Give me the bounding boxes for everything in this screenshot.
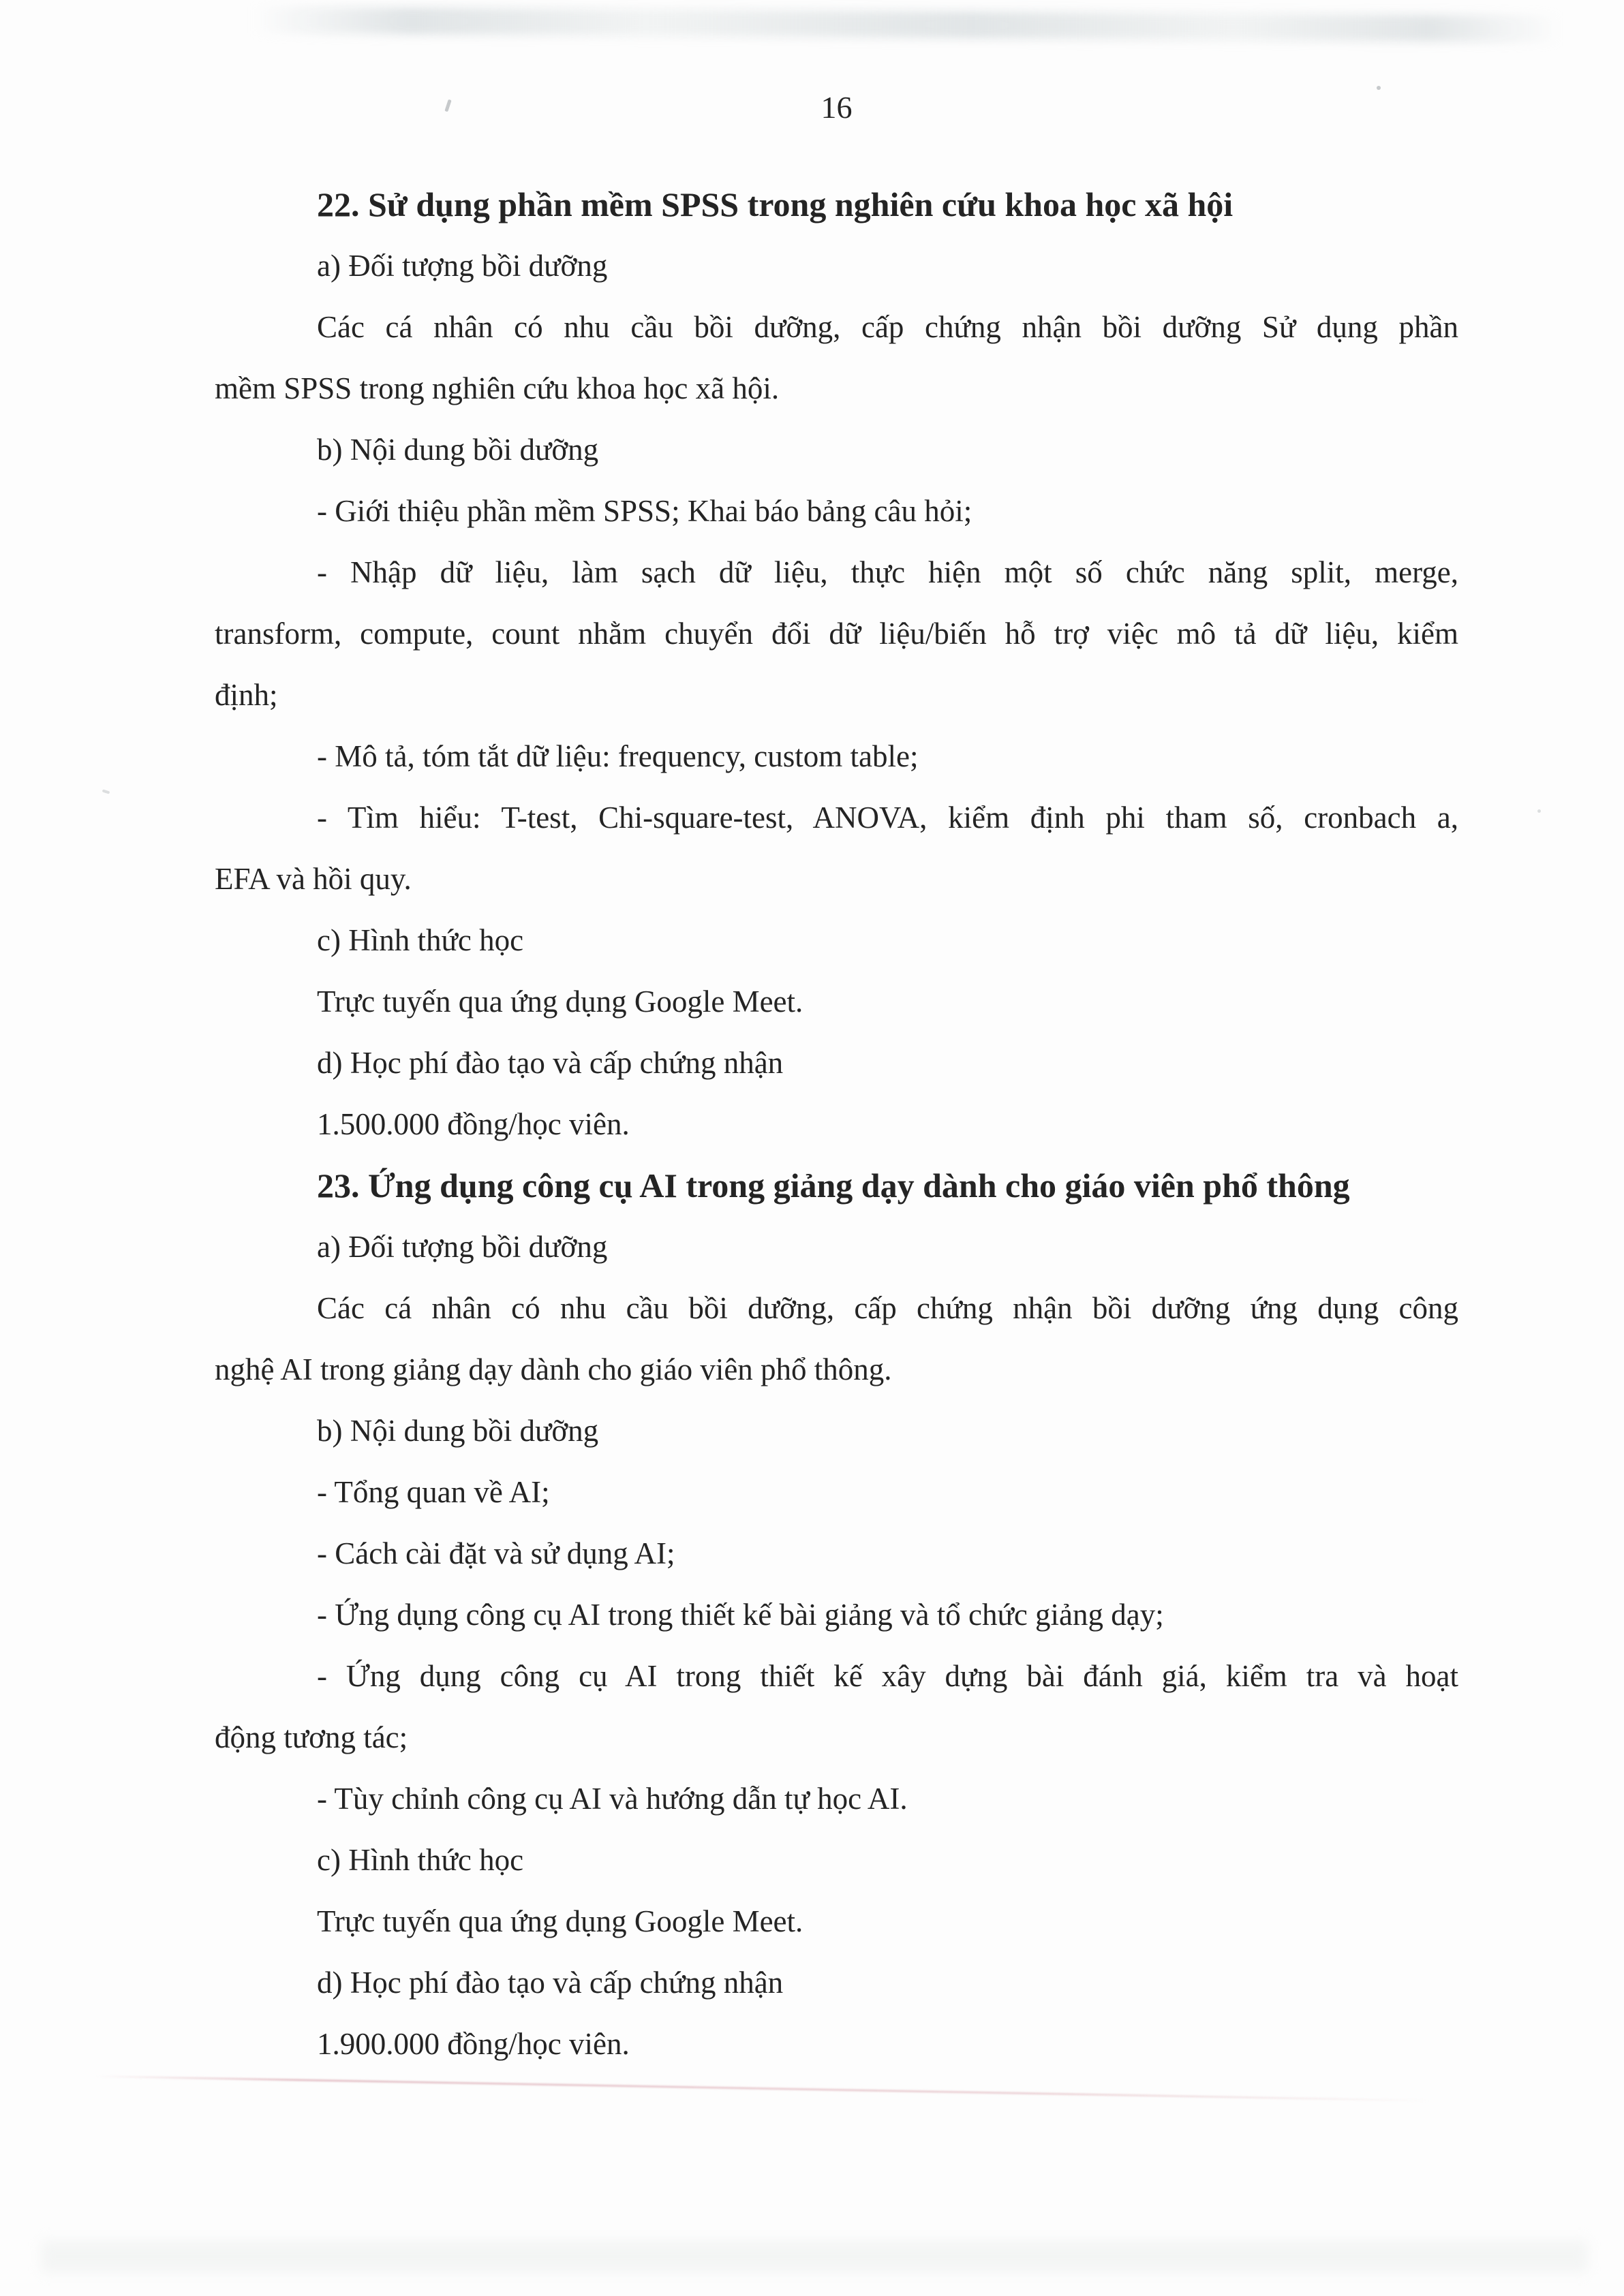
doc-line: c) Hình thức học (317, 1843, 524, 1877)
doc-line: Trực tuyến qua ứng dụng Google Meet. (317, 984, 803, 1019)
document-body (215, 174, 1458, 2075)
doc-line: transform, compute, count nhằm chuyển đổi dữ liệu/biến hỗ trợ việc mô tả dữ liệu, kiểm (215, 617, 1458, 651)
doc-line: - Tổng quan về AI; (317, 1475, 550, 1509)
doc-line: - Tùy chỉnh công cụ AI và hướng dẫn tự học AI. (317, 1782, 908, 1816)
section-23-heading: 23. Ứng dụng công cụ AI trong giảng dạy dành cho giáo viên phổ thông (317, 1166, 1350, 1205)
scan-line-pink (95, 2075, 1431, 2102)
doc-line: - Cách cài đặt và sử dụng AI; (317, 1536, 675, 1570)
doc-line: - Giới thiệu phần mềm SPSS; Khai báo bảng câu hỏi; (317, 494, 972, 528)
doc-line: động tương tác; (215, 1720, 408, 1754)
doc-line: - Mô tả, tóm tắt dữ liệu: frequency, custom table; (317, 739, 919, 773)
doc-line: Các cá nhân có nhu cầu bồi dưỡng, cấp chứng nhận bồi dưỡng Sử dụng phần (317, 310, 1458, 344)
doc-line: nghệ AI trong giảng dạy dành cho giáo viên phổ thông. (215, 1352, 892, 1386)
doc-line: c) Hình thức học (317, 923, 524, 957)
doc-line: 1.500.000 đồng/học viên. (317, 1107, 630, 1141)
doc-line: a) Đối tượng bồi dưỡng (317, 1230, 608, 1264)
scan-smudge-top (252, 6, 1561, 42)
scan-speck (1537, 809, 1541, 813)
doc-line: - Tìm hiểu: T-test, Chi-square-test, ANOVA, kiểm định phi tham số, cronbach a, (317, 801, 1458, 835)
scan-speck (1377, 86, 1381, 90)
doc-line: - Ứng dụng công cụ AI trong thiết kế bài giảng và tổ chức giảng dạy; (317, 1598, 1164, 1632)
doc-line: b) Nội dung bồi dưỡng (317, 1414, 599, 1448)
doc-line: a) Đối tượng bồi dưỡng (317, 249, 608, 283)
page-number: 16 (821, 90, 853, 125)
doc-line: 1.900.000 đồng/học viên. (317, 2027, 630, 2061)
doc-line: định; (215, 678, 278, 712)
doc-line: d) Học phí đào tạo và cấp chứng nhận (317, 1046, 784, 1080)
doc-line: mềm SPSS trong nghiên cứu khoa học xã hội. (215, 371, 780, 405)
doc-line: b) Nội dung bồi dưỡng (317, 433, 599, 467)
section-22-heading: 22. Sử dụng phần mềm SPSS trong nghiên cứu khoa học xã hội (317, 185, 1234, 223)
scan-smudge-bottom (41, 2240, 1588, 2273)
scan-speck (102, 789, 110, 794)
doc-line: d) Học phí đào tạo và cấp chứng nhận (317, 1966, 784, 2000)
doc-line: EFA và hồi quy. (215, 862, 412, 896)
doc-line: Trực tuyến qua ứng dụng Google Meet. (317, 1904, 803, 1938)
doc-line: Các cá nhân có nhu cầu bồi dưỡng, cấp chứng nhận bồi dưỡng ứng dụng công (317, 1291, 1458, 1325)
doc-line: - Nhập dữ liệu, làm sạch dữ liệu, thực hiện một số chức năng split, merge, (317, 555, 1458, 589)
doc-line: - Ứng dụng công cụ AI trong thiết kế xây dựng bài đánh giá, kiểm tra và hoạt (317, 1659, 1458, 1693)
